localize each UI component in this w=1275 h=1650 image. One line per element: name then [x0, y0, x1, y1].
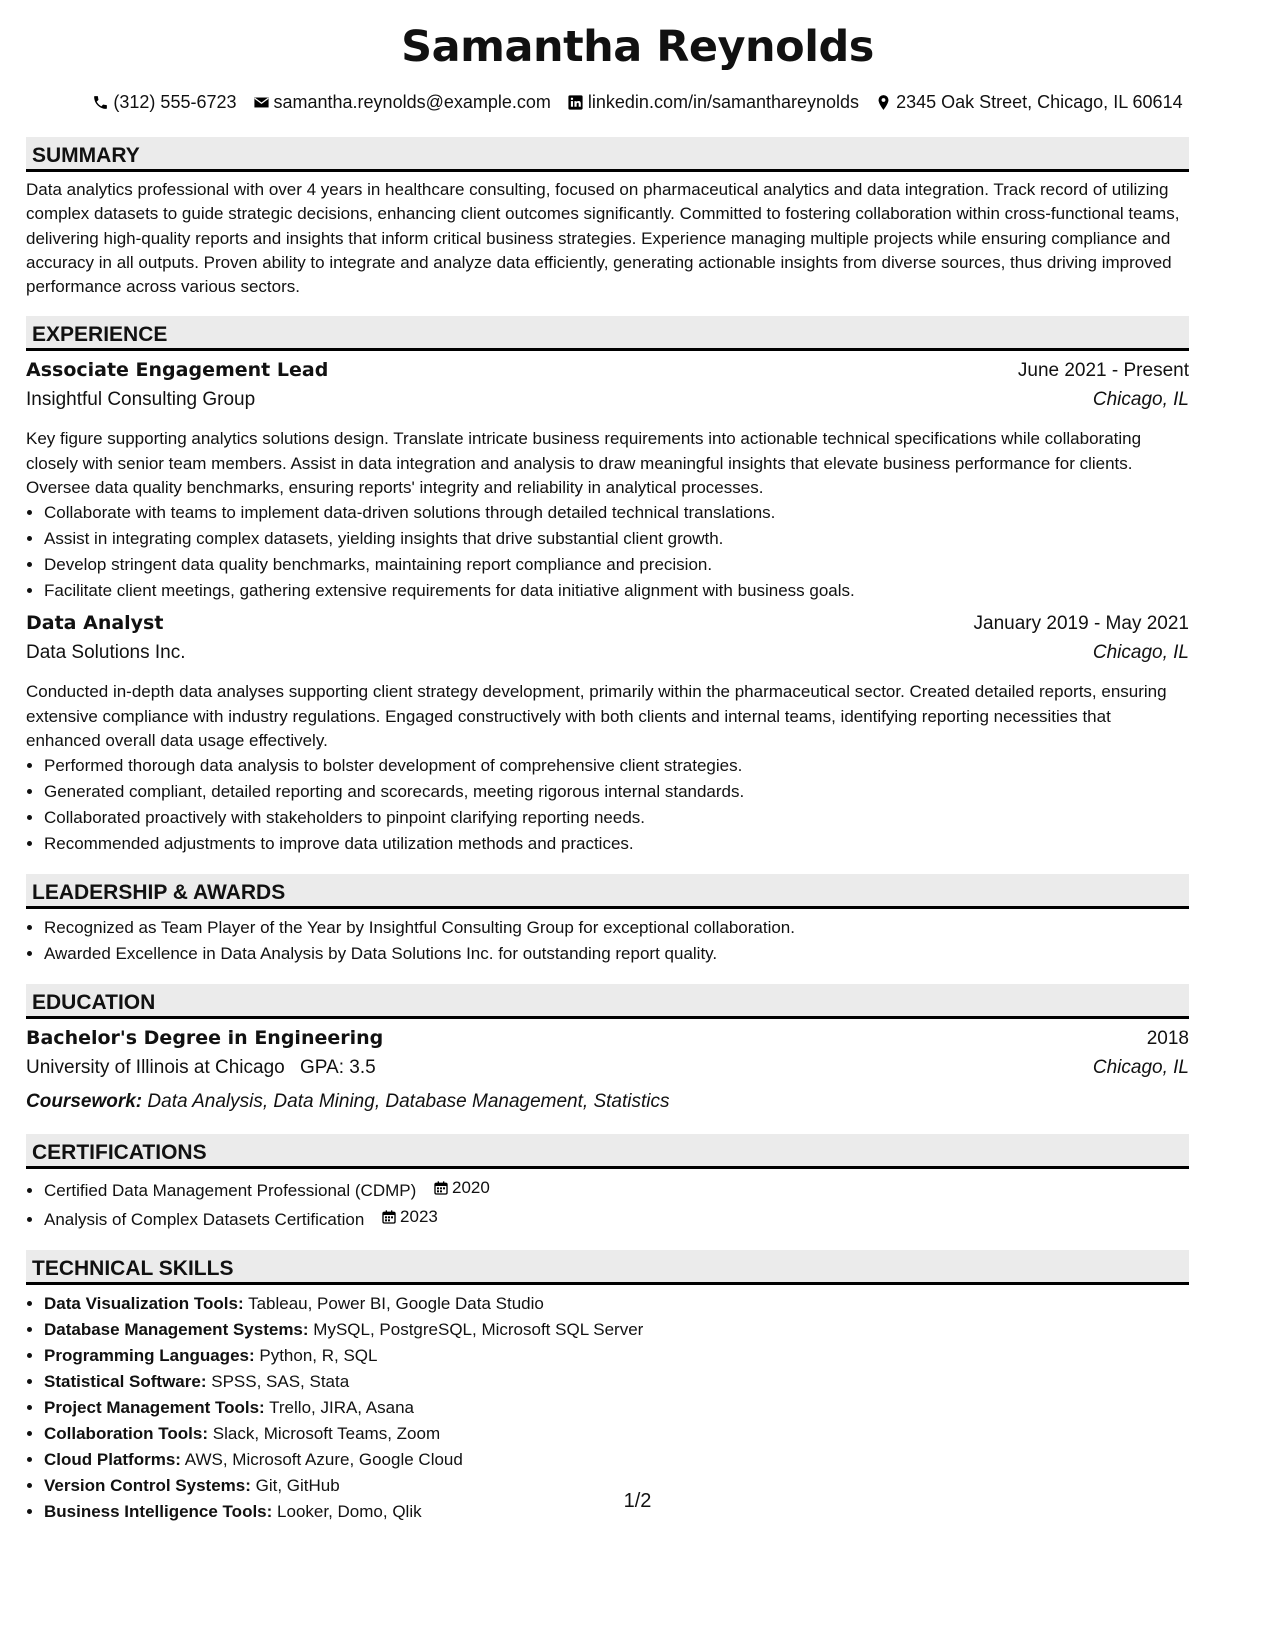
- skill-values: Tableau, Power BI, Google Data Studio: [248, 1294, 544, 1314]
- coursework-label: Coursework:: [26, 1091, 143, 1113]
- section-title-skills: TECHNICAL SKILLS: [26, 1250, 1189, 1285]
- graduation-year: 2018: [1146, 1028, 1189, 1050]
- awards-list: [26, 915, 1189, 967]
- contact-address: [875, 90, 1183, 114]
- list-item: [44, 1343, 1189, 1369]
- contact-linkedin[interactable]: [567, 90, 859, 114]
- job-bullets: [26, 753, 1189, 857]
- degree-title: Bachelor's Degree in Engineering: [26, 1027, 384, 1050]
- skill-values: Looker, Domo, Qlik: [277, 1502, 422, 1522]
- address-text: 2345 Oak Street, Chicago, IL 60614: [896, 92, 1183, 112]
- experience-section: [26, 316, 1189, 857]
- certification-year: 2020: [452, 1178, 490, 1198]
- list-item: [44, 1317, 1189, 1343]
- certification-name: Certified Data Management Professional (CDMP): [44, 1181, 417, 1201]
- skill-category: Data Visualization Tools:: [44, 1294, 244, 1314]
- job-entry: [26, 359, 1189, 604]
- linkedin-link[interactable]: linkedin.com/in/samanthareynolds: [587, 92, 860, 112]
- page-number: 1/2: [623, 1490, 652, 1512]
- list-item: • Awarded Excellence in Data Analysis by Data Solutions Inc. for outstanding report quality.: [44, 941, 1189, 967]
- section-title-education: EDUCATION: [26, 984, 1189, 1019]
- list-item: [44, 1175, 1189, 1204]
- skill-category: Programming Languages:: [44, 1346, 255, 1366]
- contact-email[interactable]: [253, 90, 551, 114]
- skill-category: Project Management Tools:: [44, 1398, 265, 1418]
- job-title: Associate Engagement Lead: [26, 359, 329, 382]
- phone-icon: [92, 94, 109, 111]
- list-item: [44, 1204, 1189, 1233]
- leadership-section: [26, 874, 1189, 967]
- calendar-icon: [433, 1180, 449, 1196]
- list-item: • Recommended adjustments to improve data utilization methods and practices.: [44, 831, 1189, 857]
- list-item: • Develop stringent data quality benchmarks, maintaining report compliance and precision.: [44, 552, 1189, 578]
- list-item: • Recognized as Team Player of the Year by Insightful Consulting Group for exceptional collaboration.: [44, 915, 1189, 941]
- contact-phone: [92, 90, 236, 114]
- skill-values: SPSS, SAS, Stata: [211, 1372, 350, 1392]
- skills-section: [26, 1250, 1189, 1525]
- job-location: Chicago, IL: [1092, 389, 1189, 411]
- list-item: • Collaborate with teams to implement data-driven solutions through detailed technical translations.: [44, 500, 1189, 526]
- job-location: Chicago, IL: [1092, 642, 1189, 664]
- skill-values: Slack, Microsoft Teams, Zoom: [212, 1424, 441, 1444]
- school-location: Chicago, IL: [1092, 1057, 1189, 1079]
- contact-bar: [56, 90, 1219, 114]
- list-item: [44, 1369, 1189, 1395]
- skill-category: Collaboration Tools:: [44, 1424, 209, 1444]
- job-description: Key figure supporting analytics solutions design. Translate intricate business requirements into actionable technical specifications while collaborating closely with senior team members. Assist in data integration and analysis to draw meaningful insights that elevate business performance for clients. Oversee data quality benchmarks, ensuring reports' integrity and reliability in analytical processes.: [26, 429, 1142, 498]
- linkedin-icon: [567, 94, 584, 111]
- skill-category: Statistical Software:: [44, 1372, 207, 1392]
- list-item: [44, 1291, 1189, 1317]
- job-company: Data Solutions Inc.: [26, 642, 186, 664]
- section-title-leadership: LEADERSHIP & AWARDS: [26, 874, 1189, 909]
- job-company: Insightful Consulting Group: [26, 389, 256, 411]
- email-link[interactable]: samantha.reynolds@example.com: [273, 92, 551, 112]
- list-item: • Generated compliant, detailed reporting and scorecards, meeting rigorous internal standards.: [44, 779, 1189, 805]
- job-entry: [26, 612, 1189, 857]
- job-description: Conducted in-depth data analyses supporting client strategy development, primarily within the pharmaceutical sector. Created detailed reports, ensuring extensive compliance with industry regulations. Engaged constructively with both clients and internal teams, identifying reporting necessities that enhanced overall data usage effectively.: [26, 682, 1167, 750]
- skill-category: Business Intelligence Tools:: [44, 1502, 273, 1522]
- list-item: [44, 1421, 1189, 1447]
- job-title: Data Analyst: [26, 612, 164, 635]
- list-item: • Facilitate client meetings, gathering extensive requirements for data initiative alignment with business goals.: [44, 578, 1189, 604]
- education-section: [26, 984, 1189, 1117]
- section-title-experience: EXPERIENCE: [26, 316, 1189, 351]
- map-pin-icon: [875, 94, 892, 111]
- list-item: [44, 1395, 1189, 1421]
- coursework: [26, 1087, 1189, 1117]
- section-title-summary: SUMMARY: [26, 137, 1189, 172]
- skill-values: AWS, Microsoft Azure, Google Cloud: [184, 1450, 463, 1470]
- job-dates: June 2021 - Present: [1017, 360, 1189, 382]
- certification-name: Analysis of Complex Datasets Certification: [44, 1210, 365, 1230]
- skill-category: Version Control Systems:: [44, 1476, 251, 1496]
- gpa: GPA: 3.5: [300, 1057, 376, 1079]
- school-name: University of Illinois at Chicago: [26, 1057, 285, 1079]
- skill-values: Git, GitHub: [255, 1476, 340, 1496]
- calendar-icon: [381, 1209, 397, 1225]
- candidate-name: Samantha Reynolds: [401, 22, 874, 72]
- skill-category: Cloud Platforms:: [44, 1450, 181, 1470]
- section-title-certifications: CERTIFICATIONS: [26, 1134, 1189, 1169]
- envelope-icon: [253, 94, 270, 111]
- list-item: [44, 1447, 1189, 1473]
- skill-values: MySQL, PostgreSQL, Microsoft SQL Server: [313, 1320, 644, 1340]
- list-item: • Performed thorough data analysis to bolster development of comprehensive client strategies.: [44, 753, 1189, 779]
- certifications-list: [26, 1175, 1189, 1233]
- summary-text: Data analytics professional with over 4 years in healthcare consulting, focused on pharmaceutical analytics and data integration. Track record of utilizing complex datasets to guide strategic decisions, enhancing client outcomes significantly. Committed to fostering collaboration within cross-functional teams, delivering high-quality reports and insights that inform critical business strategies. Experience managing multiple projects while ensuring compliance and accuracy in all outputs. Proven ability to integrate and analyze data efficiently, generating actionable insights from diverse sources, thus driving improved performance across various sectors.: [26, 180, 1180, 297]
- summary-section: [26, 137, 1189, 299]
- skill-values: Python, R, SQL: [259, 1346, 378, 1366]
- coursework-list: Data Analysis, Data Mining, Database Management, Statistics: [147, 1091, 670, 1113]
- skill-category: Database Management Systems:: [44, 1320, 309, 1340]
- certification-year: 2023: [400, 1207, 438, 1227]
- list-item: • Collaborated proactively with stakeholders to pinpoint clarifying reporting needs.: [44, 805, 1189, 831]
- list-item: • Assist in integrating complex datasets, yielding insights that drive substantial client growth.: [44, 526, 1189, 552]
- job-bullets: [26, 500, 1189, 604]
- skill-values: Trello, JIRA, Asana: [269, 1398, 415, 1418]
- phone-text: (312) 555-6723: [113, 92, 237, 112]
- certifications-section: [26, 1134, 1189, 1233]
- job-dates: January 2019 - May 2021: [973, 613, 1189, 635]
